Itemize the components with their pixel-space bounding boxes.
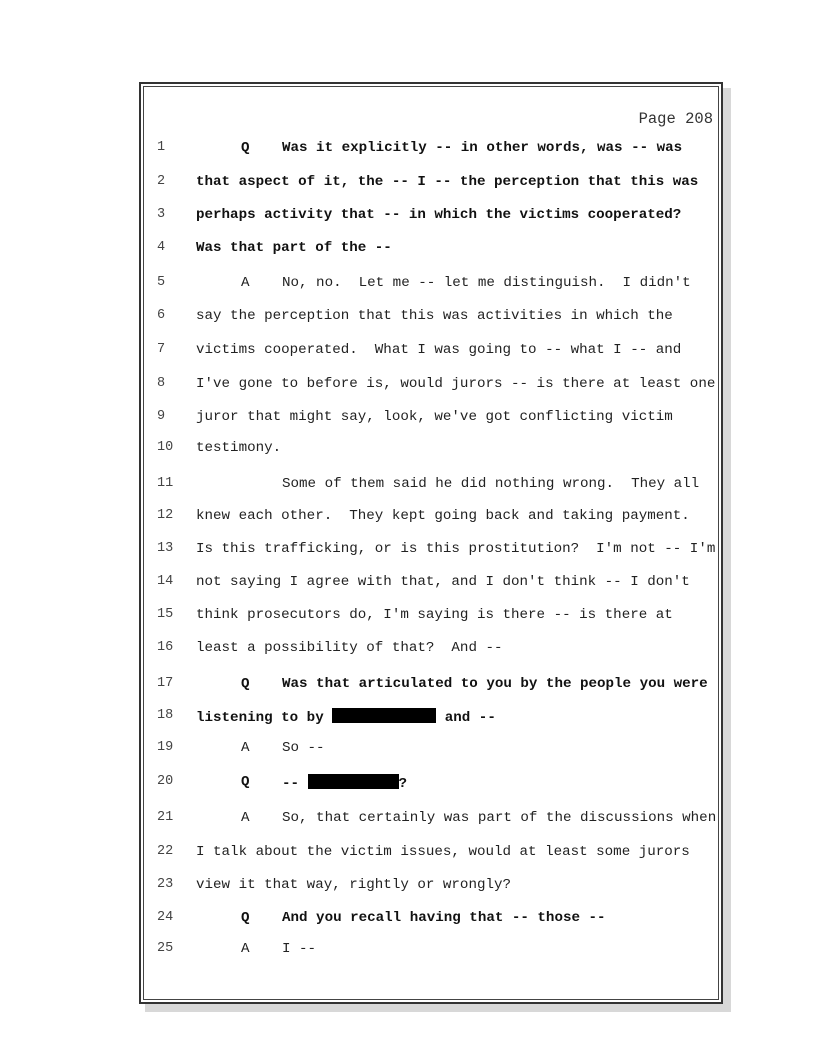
line-text bbox=[196, 308, 673, 324]
line-text bbox=[196, 640, 503, 656]
transcript-line bbox=[141, 174, 721, 194]
line-text bbox=[196, 342, 681, 358]
line-text-content: not saying I agree with that, and I don't think -- I don't bbox=[196, 574, 690, 590]
line-text-content: Some of them said he did nothing wrong. They all bbox=[282, 476, 700, 492]
line-text-content: Was it explicitly -- in other words, was -- was bbox=[282, 140, 683, 156]
transcript-line bbox=[141, 541, 721, 561]
speaker-label: A bbox=[241, 941, 250, 957]
line-text-content: Is this trafficking, or is this prostitution? I'm not -- I'm bbox=[196, 541, 716, 557]
line-text-content: perhaps activity that -- in which the victims cooperated? bbox=[196, 207, 682, 223]
line-text bbox=[196, 440, 281, 456]
line-number: 2 bbox=[157, 174, 166, 189]
line-number: 22 bbox=[157, 844, 174, 859]
transcript-line bbox=[141, 877, 721, 897]
speaker-label: A bbox=[241, 275, 250, 291]
line-number: 19 bbox=[157, 740, 174, 755]
line-number: 4 bbox=[157, 240, 166, 255]
page-number: Page 208 bbox=[638, 110, 713, 128]
line-number: 9 bbox=[157, 409, 166, 424]
line-text-content: No, no. Let me -- let me distinguish. I didn't bbox=[282, 275, 691, 291]
line-text-content: Was that part of the -- bbox=[196, 240, 392, 256]
line-number: 8 bbox=[157, 376, 166, 391]
line-text bbox=[282, 740, 325, 756]
line-number: 10 bbox=[157, 440, 174, 455]
line-text bbox=[196, 207, 681, 223]
line-number: 6 bbox=[157, 308, 166, 323]
line-number: 13 bbox=[157, 541, 174, 556]
transcript-line bbox=[141, 240, 721, 260]
transcript-line bbox=[141, 676, 721, 696]
line-text-content: knew each other. They kept going back and taking payment. bbox=[196, 508, 690, 524]
speaker-label: A bbox=[241, 740, 250, 756]
line-text bbox=[196, 877, 511, 893]
transcript-line bbox=[141, 207, 721, 227]
line-text bbox=[282, 676, 708, 692]
transcript-line bbox=[141, 708, 721, 728]
line-text bbox=[196, 541, 715, 557]
line-text bbox=[282, 810, 716, 826]
line-text-content: least a possibility of that? And -- bbox=[196, 640, 503, 656]
transcript-line bbox=[141, 476, 721, 496]
line-text bbox=[196, 844, 690, 860]
speaker-label: Q bbox=[241, 910, 250, 926]
line-text bbox=[282, 941, 316, 957]
transcript-line bbox=[141, 376, 721, 396]
line-text-content: juror that might say, look, we've got conflicting victim bbox=[196, 409, 673, 425]
transcript-line bbox=[141, 941, 721, 961]
transcript-line bbox=[141, 342, 721, 362]
line-text bbox=[282, 476, 699, 492]
transcript-line bbox=[141, 910, 721, 930]
transcript-line bbox=[141, 844, 721, 864]
line-text-content: I -- bbox=[282, 941, 317, 957]
line-text-content: -- bbox=[282, 776, 300, 792]
line-text bbox=[196, 376, 715, 392]
transcript-line bbox=[141, 640, 721, 660]
transcript-line bbox=[141, 607, 721, 627]
line-number: 16 bbox=[157, 640, 174, 655]
line-text bbox=[282, 774, 407, 792]
line-number: 15 bbox=[157, 607, 174, 622]
line-text-content: I talk about the victim issues, would at least some jurors bbox=[196, 844, 690, 860]
line-number: 3 bbox=[157, 207, 166, 222]
speaker-label: Q bbox=[241, 140, 250, 156]
transcript-line bbox=[141, 308, 721, 328]
line-text-content: So, that certainly was part of the discussions when bbox=[282, 810, 717, 826]
transcript-line bbox=[141, 440, 721, 460]
line-text bbox=[196, 574, 690, 590]
transcript-line bbox=[141, 574, 721, 594]
transcript-line bbox=[141, 275, 721, 295]
line-text bbox=[196, 409, 673, 425]
line-text-content: say the perception that this was activities in which the bbox=[196, 308, 673, 324]
line-text bbox=[196, 607, 673, 623]
transcript-line bbox=[141, 810, 721, 830]
line-text bbox=[196, 708, 496, 726]
line-number: 5 bbox=[157, 275, 166, 290]
line-text-after-redaction: ? bbox=[398, 776, 408, 792]
line-number: 11 bbox=[157, 476, 174, 491]
transcript-line bbox=[141, 140, 721, 160]
transcript-line bbox=[141, 774, 721, 794]
line-number: 17 bbox=[157, 676, 174, 691]
transcript-line bbox=[141, 409, 721, 429]
line-number: 21 bbox=[157, 810, 174, 825]
line-text bbox=[282, 275, 691, 291]
speaker-label: A bbox=[241, 810, 250, 826]
line-number: 23 bbox=[157, 877, 174, 892]
line-number: 7 bbox=[157, 342, 166, 357]
line-text-content: So -- bbox=[282, 740, 325, 756]
transcript-line bbox=[141, 508, 721, 528]
line-text-content: listening to by bbox=[196, 710, 324, 726]
line-text-content: think prosecutors do, I'm saying is there -- is there at bbox=[196, 607, 673, 623]
transcript-page-frame bbox=[139, 82, 723, 1004]
redaction-block bbox=[308, 774, 399, 789]
transcript-line bbox=[141, 740, 721, 760]
line-number: 25 bbox=[157, 941, 174, 956]
line-number: 14 bbox=[157, 574, 174, 589]
line-text-content: that aspect of it, the -- I -- the perception that this was bbox=[196, 174, 699, 190]
line-text-content: testimony. bbox=[196, 440, 282, 456]
line-text-content: I've gone to before is, would jurors -- is there at least one bbox=[196, 376, 716, 392]
line-text bbox=[196, 508, 690, 524]
line-text-content: view it that way, rightly or wrongly? bbox=[196, 877, 512, 893]
line-text bbox=[196, 240, 392, 256]
line-number: 20 bbox=[157, 774, 174, 789]
line-text-content: victims cooperated. What I was going to -- what I -- and bbox=[196, 342, 682, 358]
line-text bbox=[282, 140, 682, 156]
line-number: 12 bbox=[157, 508, 174, 523]
line-text-after-redaction: and -- bbox=[436, 710, 496, 726]
line-number: 24 bbox=[157, 910, 174, 925]
redaction-block bbox=[332, 708, 436, 723]
line-text bbox=[282, 910, 606, 926]
line-number: 18 bbox=[157, 708, 174, 723]
line-number: 1 bbox=[157, 140, 166, 155]
speaker-label: Q bbox=[241, 676, 250, 692]
line-text-content: Was that articulated to you by the people you were bbox=[282, 676, 708, 692]
line-text-content: And you recall having that -- those -- bbox=[282, 910, 606, 926]
speaker-label: Q bbox=[241, 774, 250, 790]
line-text bbox=[196, 174, 698, 190]
